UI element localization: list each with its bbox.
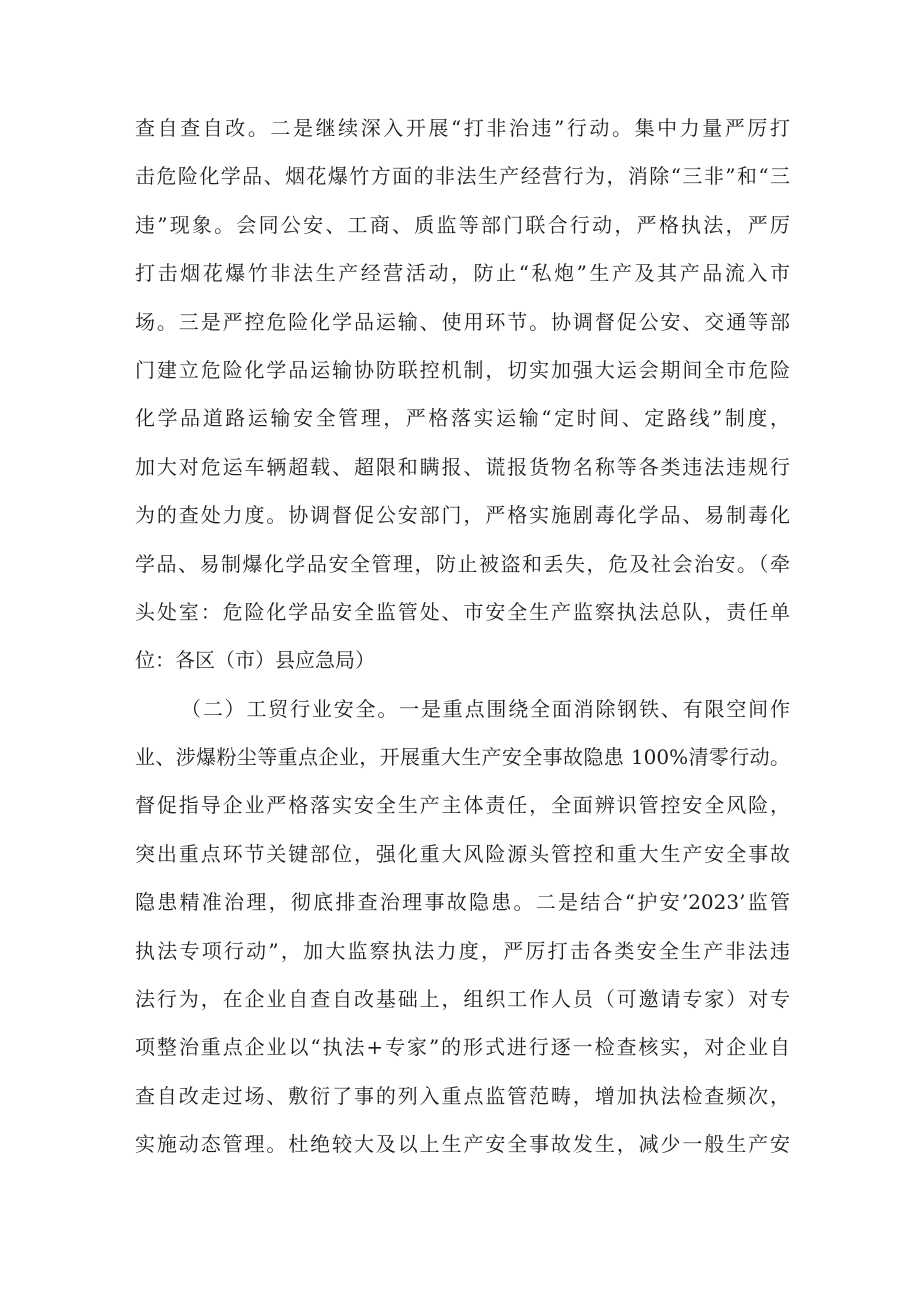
text-line: 打击烟花爆竹非法生产经营活动，防止“私炮”生产及其产品流入市 [135,261,790,286]
text-line: 加大对危运车辆超载、超限和瞒报、谎报货物名称等各类违法违规行 [135,454,790,479]
text-line: 为的查处力度。协调督促公安部门，严格实施剧毒化学品、易制毒化 [135,503,790,528]
text-line: 督促指导企业严格落实安全生产主体责任，全面辨识管控安全风险， [135,793,790,818]
document-body [135,104,790,1169]
text-line: 突出重点环节关键部位，强化重大风险源头管控和重大生产安全事故 [135,841,790,866]
text-line: 实施动态管理。杜绝较大及以上生产安全事故发生，减少一般生产安 [135,1132,790,1157]
paragraph-industry-trade-safety [135,685,790,1169]
text-line: 击危险化学品、烟花爆竹方面的非法生产经营行为，消除“三非”和“三 [135,164,790,189]
text-line: 法行为，在企业自查自改基础上，组织工作人员（可邀请专家）对专 [135,987,790,1012]
text-line: 执法专项行动”，加大监察执法力度，严厉打击各类安全生产非法违 [135,938,790,963]
text-line: 查自改走过场、敷衍了事的列入重点监管范畴，增加执法检查频次， [135,1083,790,1108]
text-line: 门建立危险化学品运输协防联控机制，切实加强大运会期间全市危险 [135,357,790,382]
text-line: （二）工贸行业安全。一是重点围绕全面消除钢铁、有限空间作 [181,696,790,721]
text-line: 头处室：危险化学品安全监管处、市安全生产监察执法总队，责任单 [135,599,790,624]
text-line: 业、涉爆粉尘等重点企业，开展重大生产安全事故隐患 100%清零行动。 [135,745,790,770]
text-line: 化学品道路运输安全管理，严格落实运输“定时间、定路线”制度， [135,406,790,431]
text-line: 项整治重点企业以“执法+专家”的形式进行逐一检查核实，对企业自 [135,1035,790,1060]
paragraph-hazardous-chemicals [135,104,790,685]
text-line: 违”现象。会同公安、工商、质监等部门联合行动，严格执法，严厉 [135,212,790,237]
text-line: 学品、易制爆化学品安全管理，防止被盗和丢失，危及社会治安。（牵 [135,551,790,576]
text-line: 隐患精准治理，彻底排查治理事故隐患。二是结合“护安’2023’监管 [135,890,790,915]
text-line: 查自查自改。二是继续深入开展“打非治违”行动。集中力量严厉打 [135,116,790,140]
text-line: 位：各区（市）县应急局） [135,648,375,673]
text-line: 场。三是严控危险化学品运输、使用环节。协调督促公安、交通等部 [135,309,790,334]
